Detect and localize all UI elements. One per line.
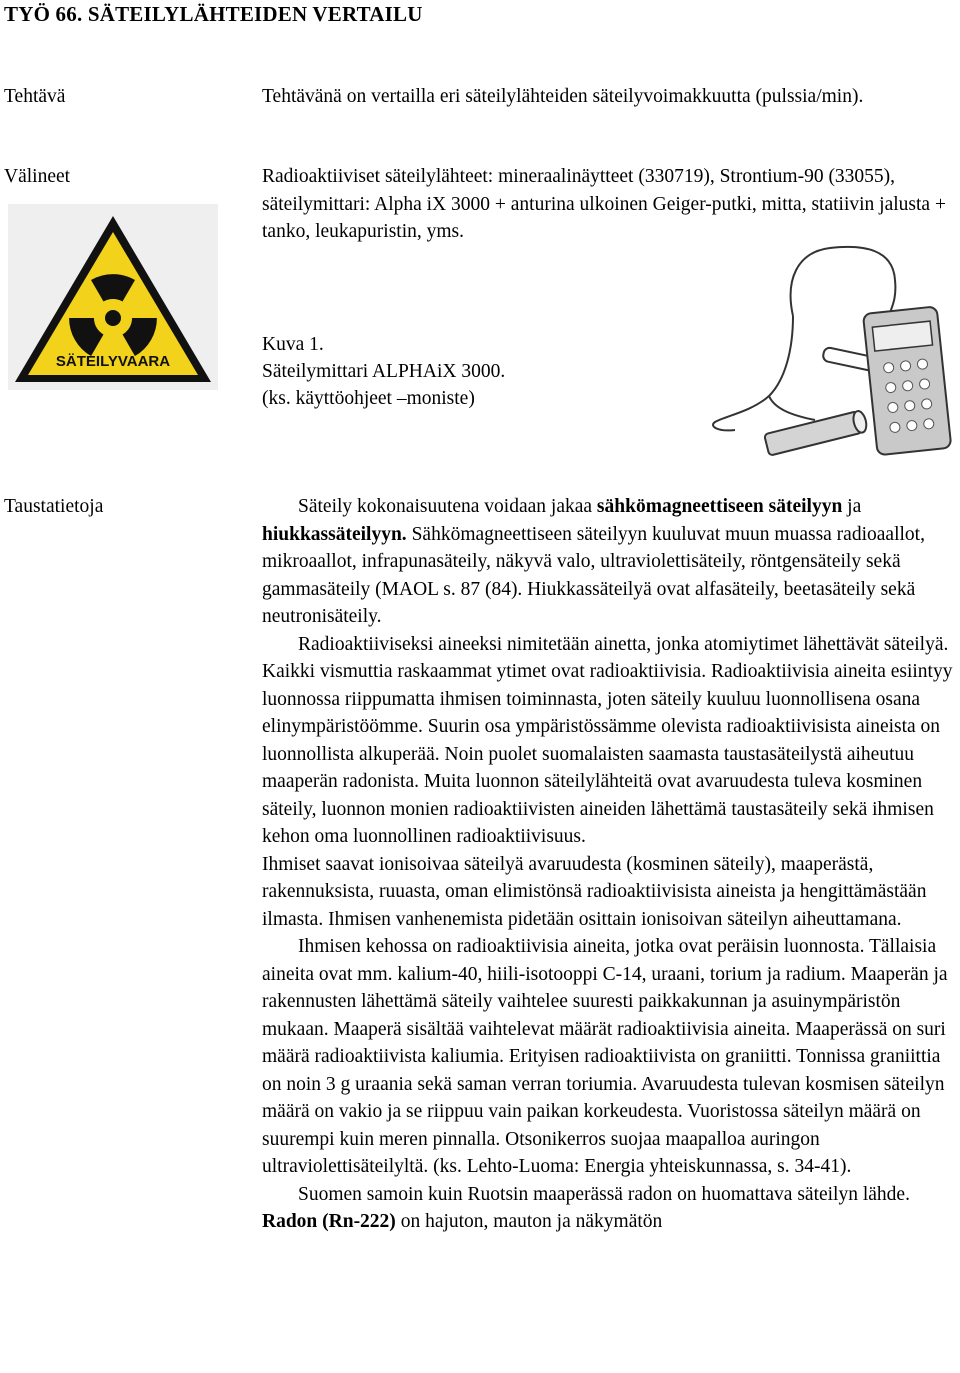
warning-sign-text: SÄTEILYVAARA bbox=[55, 353, 171, 370]
p1-bold-em: sähkömagneettiseen säteilyyn bbox=[596, 496, 843, 517]
p1-bold-particle: hiukkassäteilyyn. bbox=[262, 523, 407, 545]
caption-line-2: Säteilymittari ALPHAiX 3000. bbox=[262, 361, 506, 382]
caption-line-1: Kuva 1. bbox=[262, 334, 324, 355]
p1-text-a: Säteily kokonaisuutena voidaan jakaa bbox=[298, 496, 597, 517]
p5-text-a: Suomen samoin kuin Ruotsin maaperässä radon on huomattava säteilyn lähde. bbox=[298, 1183, 910, 1205]
page-title: TYÖ 66. SÄTEILYLÄHTEIDEN VERTAILU bbox=[4, 2, 423, 26]
task-label: Tehtävä bbox=[4, 86, 66, 107]
warning-sign-image bbox=[8, 204, 218, 390]
p5-bold-radon: Radon (Rn-222) bbox=[262, 1211, 396, 1232]
task-text: Tehtävänä on vertailla eri säteilylähteiden säteilyvoimakkuutta (pulssia/min). bbox=[262, 86, 864, 107]
background-paragraph-5 bbox=[262, 1181, 958, 1236]
figure-caption bbox=[262, 331, 505, 412]
background-paragraph-4: Ihmisen kehossa on radioaktiivisia aineita, jotka ovat peräisin luonnosta. Tällaisia aineita ovat mm. kalium-40, hiili-isotooppi C-14, uraani, torium ja radium. Maaperän ja rakennusten lähettämä säteily vaihtelee suuresti paikkakunnan ja asuinympäristön mukaan. Maaperä sisältää vaihtelevat määrät radioaktiivisia aineita. Maaperässä on suri määrä radioaktiivista kaliumia. Erityisen radioaktiivista on graniitti. Tonnissa graniittia on noin 3 g uraania sekä saman verran toriumia. Avaruudesta tulevan kosmisen säteilyn määrä on vakio ja se riippuu vain paikan korkeudesta. Vuoristossa säteilyn määrä on suurempi kuin meren pinnalla. Otsonikerros suojaa maapalloa auringon ultraviolettisäteilyltä. (ks. Lehto-Luoma: Energia yhteiskunnassa, s. 34-41). bbox=[262, 936, 948, 1177]
caption-line-3: (ks. käyttöohjeet –moniste) bbox=[262, 388, 475, 409]
p1-text-c: ja bbox=[842, 496, 862, 517]
radiation-meter-image bbox=[705, 240, 955, 460]
background-paragraph-1 bbox=[262, 493, 958, 631]
background-paragraph-3: Ihmiset saavat ionisoivaa säteilyä avaruudesta (kosminen säteily), maaperästä, rakennuksista, ruuasta, oman elimistönsä radioaktiivisista aineista ja hengittämästään ilmasta. Ihmisen vanhenemista pidetään osittain ionisoivan säteilyn aiheuttamana. bbox=[262, 853, 927, 930]
p1-text-e: Sähkömagneettiseen säteilyyn kuuluvat muun muassa radioaallot, mikroaallot, infrapunasäteily, näkyvä valo, ultraviolettisäteily, röntgensäteily sekä gammasäteily (MAOL s. 87 (84). Hiukkassäteilyä ovat alfasäteily, beetasäteily sekä neutronisäteily. bbox=[262, 523, 925, 627]
background-label: Taustatietoja bbox=[4, 496, 104, 517]
equipment-label: Välineet bbox=[4, 166, 71, 187]
background-body bbox=[262, 493, 958, 1236]
p5-text-c: on hajuton, mauton ja näkymätön bbox=[395, 1211, 663, 1232]
background-paragraph-2: Radioaktiiviseksi aineeksi nimitetään ainetta, jonka atomiytimet lähettävät säteilyä. Kaikki vismuttia raskaammat ytimet ovat radioaktiivisia. Radioaktiivisia aineita esiintyy luonnossa riippumatta ihmisen toiminnasta, joten säteily kuuluu luonnollisena osana elinympäristöömme. Suurin osa ympäristössämme olevista radioaktiivisista aineista on luonnollista alkuperää. Noin puolet suomalaisten saamasta taustasäteilystä aiheutuu maaperän radonista. Muita luonnon säteilylähteitä ovat avaruudesta tuleva kosminen säteily, luonnon monien radioaktiivisten aineiden lähettämä taustasäteily sekä ihmisen kehon oma luonnollinen radioaktiivisuus. bbox=[262, 633, 953, 847]
equipment-text: Radioaktiiviset säteilylähteet: mineraalinäytteet (330719), Strontium-90 (33055), säteilymittari: Alpha iX 3000 + anturina ulkoinen Geiger-putki, mitta, statiivin jalusta + tanko, leukapuristin, yms. bbox=[262, 166, 946, 242]
